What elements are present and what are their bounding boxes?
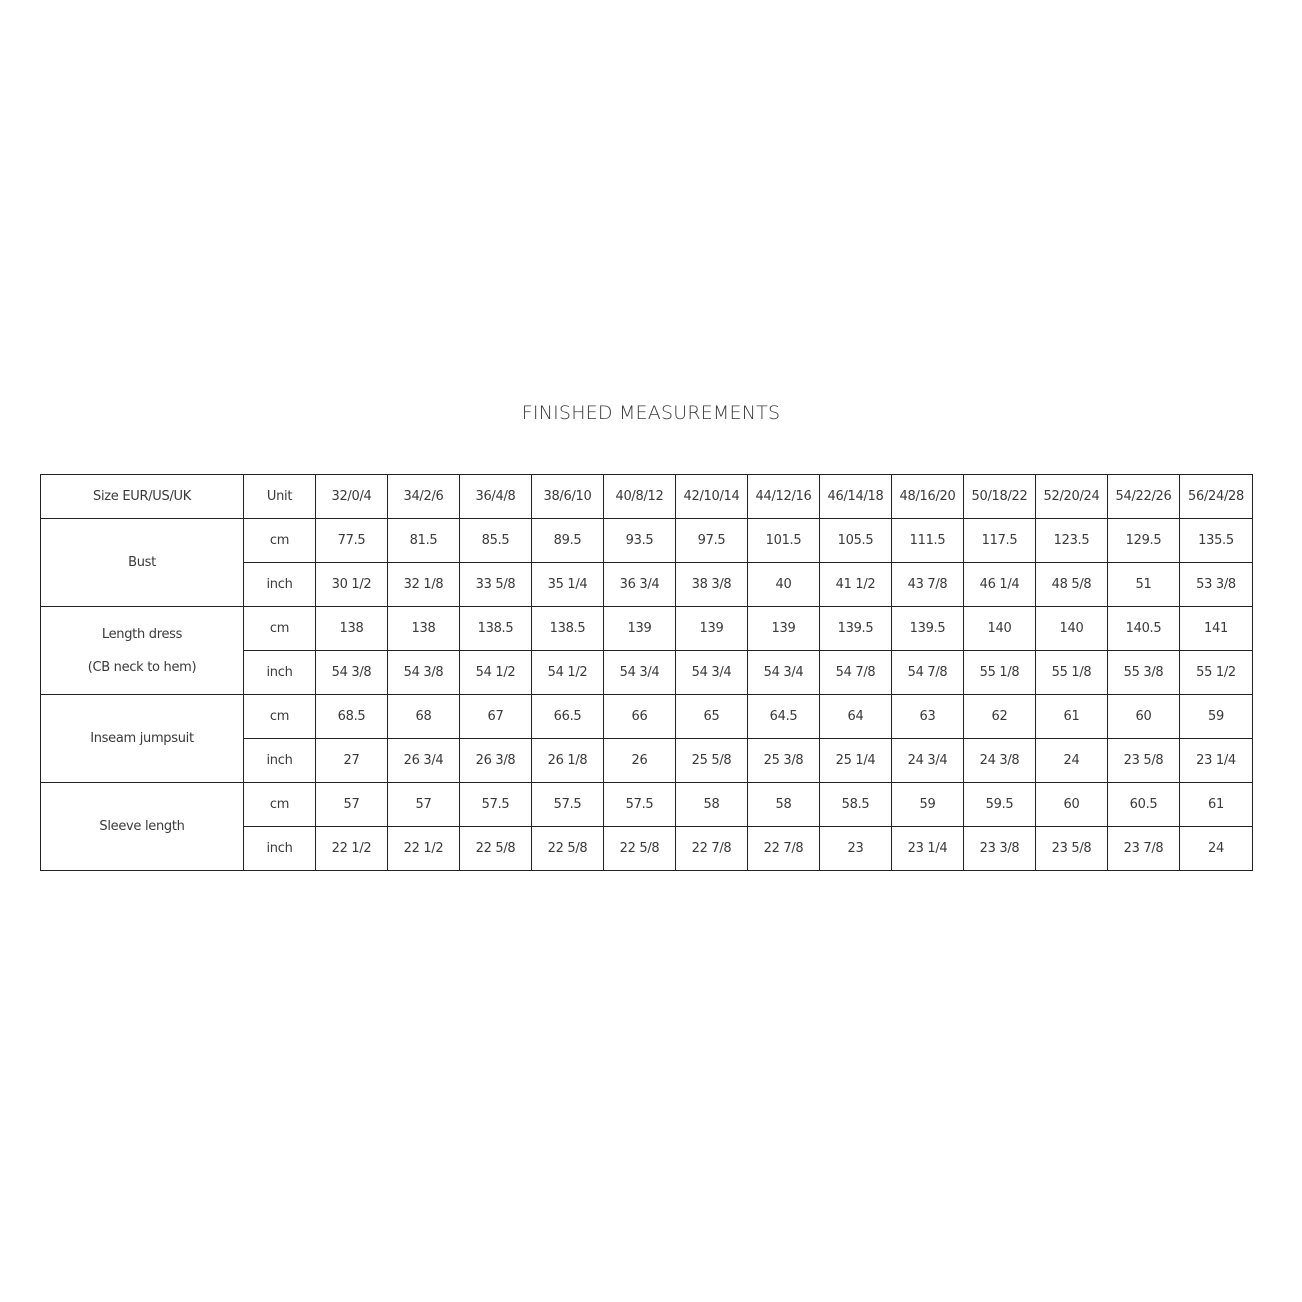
value-cell: 53 3/8 xyxy=(1180,563,1253,607)
value-cell: 51 xyxy=(1108,563,1180,607)
value-cell: 139.5 xyxy=(820,607,892,651)
value-cell: 58.5 xyxy=(820,783,892,827)
value-cell: 23 5/8 xyxy=(1036,827,1108,871)
table-body xyxy=(41,475,1253,871)
table-row xyxy=(41,519,1253,563)
value-cell: 23 7/8 xyxy=(1108,827,1180,871)
value-cell: 26 xyxy=(604,739,676,783)
value-cell: 89.5 xyxy=(532,519,604,563)
value-cell: 101.5 xyxy=(748,519,820,563)
page-title: FINISHED MEASUREMENTS xyxy=(521,402,781,424)
size-header-cell: Size EUR/US/UK xyxy=(41,475,244,519)
value-cell: 58 xyxy=(748,783,820,827)
unit-cell: cm xyxy=(244,519,316,563)
value-cell: 140 xyxy=(964,607,1036,651)
size-header-cell: 50/18/22 xyxy=(964,475,1036,519)
value-cell: 68.5 xyxy=(316,695,388,739)
unit-cell: inch xyxy=(244,651,316,695)
measurement-label: Bust xyxy=(128,555,156,570)
size-header-cell: 48/16/20 xyxy=(892,475,964,519)
size-header-cell: 38/6/10 xyxy=(532,475,604,519)
value-cell: 59 xyxy=(1180,695,1253,739)
value-cell: 22 7/8 xyxy=(676,827,748,871)
value-cell: 54 3/4 xyxy=(604,651,676,695)
value-cell: 22 5/8 xyxy=(460,827,532,871)
value-cell: 27 xyxy=(316,739,388,783)
value-cell: 60 xyxy=(1108,695,1180,739)
value-cell: 25 3/8 xyxy=(748,739,820,783)
value-cell: 41 1/2 xyxy=(820,563,892,607)
value-cell: 138.5 xyxy=(532,607,604,651)
value-cell: 23 3/8 xyxy=(964,827,1036,871)
value-cell: 57.5 xyxy=(532,783,604,827)
value-cell: 57 xyxy=(316,783,388,827)
size-header-cell: 52/20/24 xyxy=(1036,475,1108,519)
value-cell: 141 xyxy=(1180,607,1253,651)
value-cell: 23 1/4 xyxy=(892,827,964,871)
value-cell: 25 1/4 xyxy=(820,739,892,783)
value-cell: 60.5 xyxy=(1108,783,1180,827)
size-header-cell: 40/8/12 xyxy=(604,475,676,519)
value-cell: 97.5 xyxy=(676,519,748,563)
size-header-cell: 44/12/16 xyxy=(748,475,820,519)
size-header-cell: 42/10/14 xyxy=(676,475,748,519)
value-cell: 60 xyxy=(1036,783,1108,827)
value-cell: 22 7/8 xyxy=(748,827,820,871)
value-cell: 105.5 xyxy=(820,519,892,563)
value-cell: 139 xyxy=(604,607,676,651)
value-cell: 138 xyxy=(316,607,388,651)
measurements-table xyxy=(40,474,1253,871)
value-cell: 23 xyxy=(820,827,892,871)
measurement-label-cell xyxy=(41,783,244,871)
value-cell: 26 3/4 xyxy=(388,739,460,783)
value-cell: 61 xyxy=(1036,695,1108,739)
value-cell: 85.5 xyxy=(460,519,532,563)
value-cell: 59.5 xyxy=(964,783,1036,827)
size-header-cell: 54/22/26 xyxy=(1108,475,1180,519)
size-header-cell: 36/4/8 xyxy=(460,475,532,519)
value-cell: 138.5 xyxy=(460,607,532,651)
value-cell: 55 1/8 xyxy=(1036,651,1108,695)
value-cell: 59 xyxy=(892,783,964,827)
unit-cell: inch xyxy=(244,827,316,871)
value-cell: 139 xyxy=(748,607,820,651)
unit-cell: inch xyxy=(244,563,316,607)
value-cell: 57.5 xyxy=(604,783,676,827)
table-row xyxy=(41,783,1253,827)
value-cell: 54 3/8 xyxy=(388,651,460,695)
value-cell: 140.5 xyxy=(1108,607,1180,651)
value-cell: 54 1/2 xyxy=(460,651,532,695)
value-cell: 68 xyxy=(388,695,460,739)
value-cell: 81.5 xyxy=(388,519,460,563)
value-cell: 24 3/4 xyxy=(892,739,964,783)
value-cell: 23 5/8 xyxy=(1108,739,1180,783)
value-cell: 48 5/8 xyxy=(1036,563,1108,607)
value-cell: 65 xyxy=(676,695,748,739)
unit-cell: cm xyxy=(244,783,316,827)
size-header-cell: 34/2/6 xyxy=(388,475,460,519)
unit-cell: cm xyxy=(244,607,316,651)
value-cell: 43 7/8 xyxy=(892,563,964,607)
value-cell: 54 3/8 xyxy=(316,651,388,695)
value-cell: 22 5/8 xyxy=(532,827,604,871)
value-cell: 54 1/2 xyxy=(532,651,604,695)
size-header-cell: 46/14/18 xyxy=(820,475,892,519)
value-cell: 38 3/8 xyxy=(676,563,748,607)
value-cell: 26 1/8 xyxy=(532,739,604,783)
value-cell: 54 3/4 xyxy=(676,651,748,695)
value-cell: 64.5 xyxy=(748,695,820,739)
value-cell: 26 3/8 xyxy=(460,739,532,783)
value-cell: 63 xyxy=(892,695,964,739)
value-cell: 139 xyxy=(676,607,748,651)
measurement-label: Sleeve length xyxy=(99,819,185,834)
value-cell: 23 1/4 xyxy=(1180,739,1253,783)
value-cell: 40 xyxy=(748,563,820,607)
value-cell: 129.5 xyxy=(1108,519,1180,563)
size-header-cell: 32/0/4 xyxy=(316,475,388,519)
value-cell: 22 1/2 xyxy=(388,827,460,871)
value-cell: 54 7/8 xyxy=(892,651,964,695)
value-cell: 67 xyxy=(460,695,532,739)
value-cell: 117.5 xyxy=(964,519,1036,563)
value-cell: 35 1/4 xyxy=(532,563,604,607)
measurement-label: (CB neck to hem) xyxy=(87,659,197,675)
value-cell: 66 xyxy=(604,695,676,739)
value-cell: 140 xyxy=(1036,607,1108,651)
value-cell: 36 3/4 xyxy=(604,563,676,607)
table-row xyxy=(41,607,1253,651)
value-cell: 55 3/8 xyxy=(1108,651,1180,695)
value-cell: 138 xyxy=(388,607,460,651)
measurement-label-cell xyxy=(41,607,244,695)
value-cell: 46 1/4 xyxy=(964,563,1036,607)
value-cell: 123.5 xyxy=(1036,519,1108,563)
value-cell: 111.5 xyxy=(892,519,964,563)
value-cell: 64 xyxy=(820,695,892,739)
value-cell: 57.5 xyxy=(460,783,532,827)
value-cell: 33 5/8 xyxy=(460,563,532,607)
measurement-label: Inseam jumpsuit xyxy=(90,731,194,746)
value-cell: 24 xyxy=(1036,739,1108,783)
value-cell: 22 5/8 xyxy=(604,827,676,871)
value-cell: 93.5 xyxy=(604,519,676,563)
value-cell: 22 1/2 xyxy=(316,827,388,871)
value-cell: 54 7/8 xyxy=(820,651,892,695)
value-cell: 57 xyxy=(388,783,460,827)
value-cell: 54 3/4 xyxy=(748,651,820,695)
value-cell: 58 xyxy=(676,783,748,827)
value-cell: 135.5 xyxy=(1180,519,1253,563)
measurement-label-cell xyxy=(41,519,244,607)
unit-header-cell: Unit xyxy=(244,475,316,519)
value-cell: 66.5 xyxy=(532,695,604,739)
value-cell: 24 3/8 xyxy=(964,739,1036,783)
value-cell: 55 1/2 xyxy=(1180,651,1253,695)
unit-cell: cm xyxy=(244,695,316,739)
unit-cell: inch xyxy=(244,739,316,783)
table-row xyxy=(41,695,1253,739)
measurement-label: Length dress xyxy=(101,626,183,642)
header-row xyxy=(41,475,1253,519)
value-cell: 139.5 xyxy=(892,607,964,651)
measurement-label-cell xyxy=(41,695,244,783)
size-header-cell: 56/24/28 xyxy=(1180,475,1253,519)
value-cell: 25 5/8 xyxy=(676,739,748,783)
value-cell: 55 1/8 xyxy=(964,651,1036,695)
value-cell: 32 1/8 xyxy=(388,563,460,607)
value-cell: 61 xyxy=(1180,783,1253,827)
value-cell: 77.5 xyxy=(316,519,388,563)
value-cell: 30 1/2 xyxy=(316,563,388,607)
value-cell: 24 xyxy=(1180,827,1253,871)
value-cell: 62 xyxy=(964,695,1036,739)
